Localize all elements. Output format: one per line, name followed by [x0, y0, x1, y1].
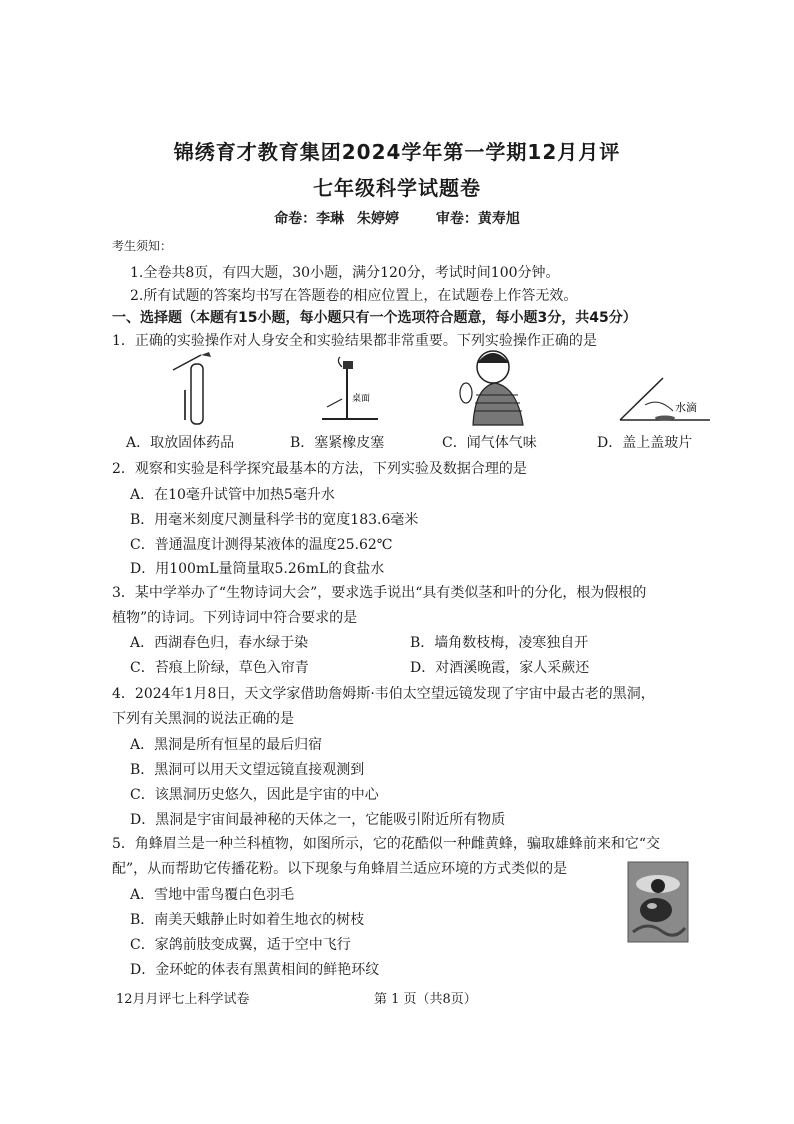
figure-a-test-tube — [165, 350, 225, 430]
q5-option-c: C．家鸽前肢变成翼，适于空中飞行 — [130, 937, 351, 953]
footer-page-number: 第 1 页（共8页） — [374, 992, 477, 1007]
notice-heading: 考生须知： — [112, 239, 173, 253]
q3-stem-1: 3．某中学举办了“生物诗词大会”，要求选手说出“具有类似茎和叶的分化，根为假根的 — [112, 585, 647, 601]
figure-d-coverslip — [615, 375, 715, 425]
q3-option-b: B．墙角数枝梅，凌寒独自开 — [410, 635, 589, 651]
q3-option-d: D．对酒溪晚霞，家人采蕨还 — [410, 660, 590, 676]
exam-title: 锦绣育才教育集团2024学年第一学期12月月评 — [173, 140, 621, 164]
q1-option-b: B．塞紧橡皮塞 — [290, 435, 385, 451]
figure-b-stopper — [322, 357, 382, 432]
q2-option-a: A．在10毫升试管中加热5毫升水 — [130, 487, 335, 503]
q5-option-d: D．金环蛇的体表有黑黄相间的鲜艳环纹 — [130, 962, 380, 978]
figure-b-label: 桌面 — [352, 394, 371, 404]
composer-label: 命卷：李琳 — [274, 211, 345, 227]
q2-option-b: B．用毫米刻度尺测量科学书的宽度183.6毫米 — [130, 512, 419, 528]
q1-stem: 1．正确的实验操作对人身安全和实验结果都非常重要。下列实验操作正确的是 — [112, 333, 597, 349]
composer-second: 朱婷婷 — [357, 211, 399, 227]
q5-option-b: B．南美天蛾静止时如着生地衣的树枝 — [130, 912, 365, 928]
q1-option-a: A．取放固体药品 — [126, 435, 235, 451]
figure-c-smell — [448, 345, 528, 427]
exam-subtitle: 七年级科学试题卷 — [313, 176, 481, 200]
q2-option-d: D．用100mL量筒量取5.26mL的食盐水 — [130, 561, 385, 577]
figure-d-label: 水滴 — [675, 401, 697, 414]
q3-option-a: A．西湖春色归，春水绿于染 — [130, 635, 309, 651]
reviewer-label: 审卷：黄寿旭 — [435, 211, 520, 227]
author-line — [0, 208, 794, 228]
q5-stem-1: 5．角蜂眉兰是一种兰科植物，如图所示，它的花酷似一种雌黄蜂，骗取雄蜂前来和它“交 — [112, 836, 661, 852]
q4-stem-2: 下列有关黑洞的说法正确的是 — [112, 711, 294, 727]
q5-option-a: A．雪地中雷鸟覆白色羽毛 — [130, 887, 295, 903]
q4-option-a: A．黑洞是所有恒星的最后归宿 — [130, 737, 323, 753]
q1-option-d: D．盖上盖玻片 — [597, 435, 693, 451]
section-heading: 一、选择题（本题有15小题，每小题只有一个选项符合题意，每小题3分，共45分） — [112, 310, 637, 326]
q3-option-c: C．苔痕上阶绿，草色入帘青 — [130, 660, 309, 676]
notice-item-2: 2.所有试题的答案均书写在答题卷的相应位置上，在试题卷上作答无效。 — [130, 288, 578, 304]
q4-option-b: B．黑洞可以用天文望远镜直接观测到 — [130, 762, 365, 778]
q5-stem-2: 配”，从而帮助它传播花粉。以下现象与角蜂眉兰适应环境的方式类似的是 — [112, 861, 568, 877]
q3-stem-2: 植物”的诗词。下列诗词中符合要求的是 — [112, 610, 358, 626]
q4-option-c: C．该黑洞历史悠久，因此是宇宙的中心 — [130, 787, 379, 803]
q4-option-d: D．黑洞是宇宙间最神秘的天体之一，它能吸引附近所有物质 — [130, 812, 506, 828]
q2-option-c: C．普通温度计测得某液体的温度25.62℃ — [130, 537, 393, 553]
footer-left: 12月月评七上科学试卷 — [116, 992, 250, 1007]
orchid-photo — [628, 862, 688, 942]
notice-item-1: 1.全卷共8页，有四大题，30小题，满分120分，考试时间100分钟。 — [130, 265, 560, 281]
q1-option-c: C．闻气体气味 — [442, 435, 537, 451]
q2-stem: 2．观察和实验是科学探究最基本的方法，下列实验及数据合理的是 — [112, 461, 527, 477]
q4-stem-1: 4．2024年1月8日，天文学家借助詹姆斯·韦伯太空望远镜发现了宇宙中最古老的黑洞， — [112, 686, 655, 702]
